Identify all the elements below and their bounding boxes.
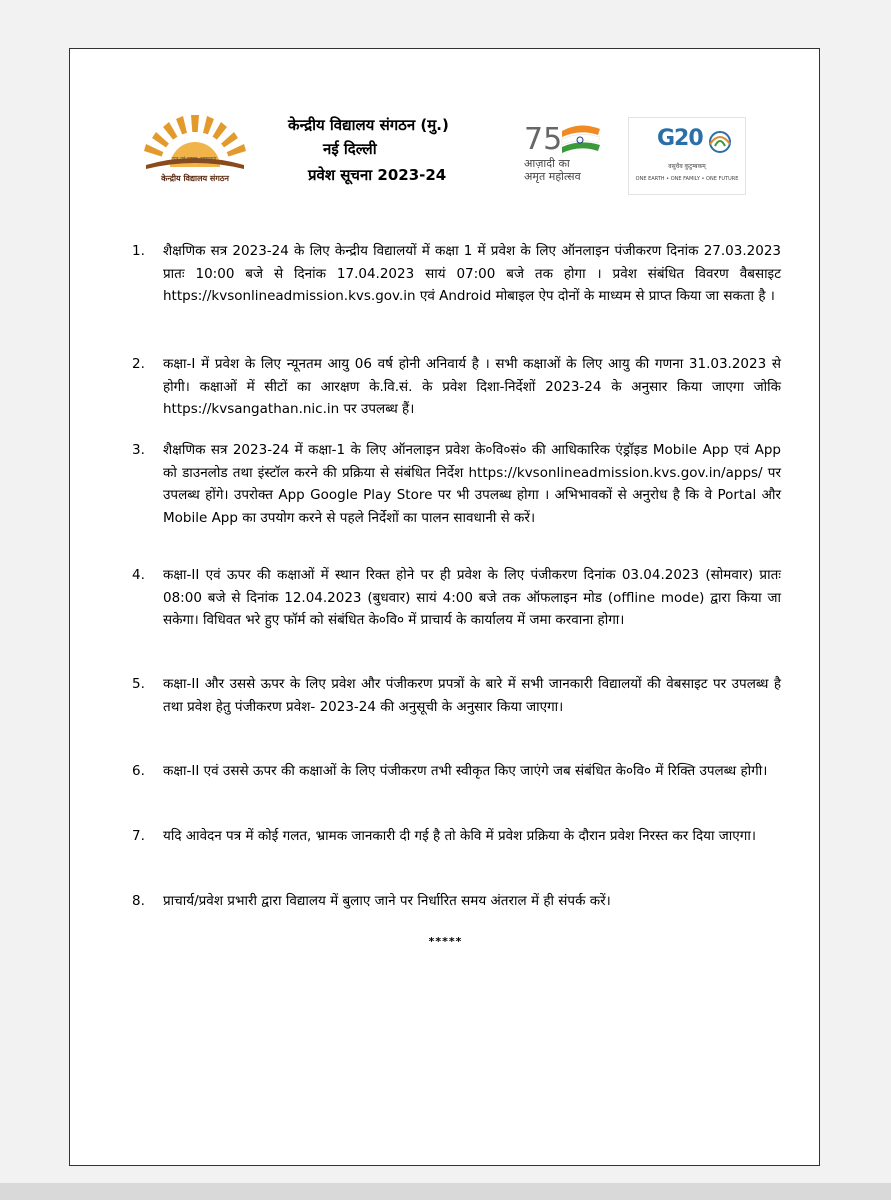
item-text: यदि आवेदन पत्र में कोई गलत, भ्रामक जानकारी दी गई है तो केवि में प्रवेश प्रक्रिया के दौरान प्रवेश निरस्त कर दिया जाएगा। — [163, 828, 756, 844]
notice-title: प्रवेश सूचना 2023-24 — [308, 166, 447, 184]
item-number: 2. — [132, 356, 145, 372]
notice-header — [70, 49, 819, 249]
kvs-logo — [136, 107, 254, 191]
azadi-line2: अमृत महोत्सव — [524, 170, 581, 183]
item-text: कक्षा-II और उससे ऊपर के लिए प्रवेश और पंजीकरण प्रपत्रों के बारे में सभी जानकारी विद्यालयों की वेबसाइट पर उपलब्ध है तथा प्रवेश हेतु पंजीकरण प्रवेश- 2023-24 की अनुसूची के अनुसार किया जाएगा। — [163, 676, 781, 715]
city-title: नई दिल्ली — [323, 140, 377, 158]
item-text: कक्षा-II एवं उससे ऊपर की कक्षाओं के लिए पंजीकरण तभी स्वीकृत किए जाएंगे जब संबंधित के०वि० में रिक्ति उपलब्ध होगी। — [163, 763, 768, 779]
item-text: कक्षा-I में प्रवेश के लिए न्यूनतम आयु 06 वर्ष होनी अनिवार्य है । सभी कक्षाओं के लिए आयु की गणना 31.03.2023 से होगी। कक्षाओं में सीटों का आरक्षण के.वि.सं. के प्रवेश दिशा-निर्देशों 2023-24 के अनुसार किया जाएगा जोकि https://kvsangathan.nic.in पर उपलब्ध हैं। — [163, 356, 781, 418]
g20-logo — [628, 117, 746, 195]
g20-label: G20 — [657, 126, 703, 151]
lotus-globe-icon — [705, 126, 735, 156]
item-text: कक्षा-II एवं ऊपर की कक्षाओं में स्थान रिक्त होने पर ही प्रवेश के लिए पंजीकरण दिनांक 03.04.2023 (सोमवार) प्रातः 08:00 बजे से दिनांक 12.04.2023 (बुधवार) सायं 4:00 बजे तक ऑफलाइन मोड (offline mode) द्वारा किया जा सकेगा। विधिवत भरे हुए फॉर्म को संबंधित के०वि० में प्राचार्य के कार्यालय में जमा करवाना होगा। — [163, 567, 781, 629]
g20-tagline-english: ONE EARTH • ONE FAMILY • ONE FUTURE — [635, 176, 739, 182]
kvs-name: केन्द्रीय विद्यालय संगठन — [161, 174, 229, 183]
item-number: 3. — [132, 442, 145, 458]
org-title: केन्द्रीय विद्यालय संगठन (मु.) — [288, 116, 449, 134]
item-text: प्राचार्य/प्रवेश प्रभारी द्वारा विद्यालय में बुलाए जाने पर निर्धारित समय अंतराल में ही संपर्क करें। — [163, 893, 611, 909]
item-number: 8. — [132, 893, 145, 909]
azadi-line1: आज़ादी का — [524, 157, 570, 170]
tricolor-75-icon — [518, 117, 618, 157]
item-number: 1. — [132, 243, 145, 259]
azadi-number: 75 — [524, 122, 563, 157]
item-number: 6. — [132, 763, 145, 779]
item-text: शैक्षणिक सत्र 2023-24 में कक्षा-1 के लिए ऑनलाइन प्रवेश के०वि०सं० की आधिकारिक एंड्रॉइड Mobile App एवं App को डाउनलोड तथा इंस्टॉल करने की प्रक्रिया से संबंधित निर्देश https://kvsonlineadmission.kvs.gov.in/apps/ पर उपलब्ध होंगे। उपरोक्त App Google Play Store पर भी उपलब्ध होगा । अभिभावकों से अनुरोध है कि वे Portal और Mobile App का उपयोग करने से पहले निर्देशों का पालन सावधानी से करें। — [163, 442, 781, 527]
item-number: 7. — [132, 828, 145, 844]
azadi-text — [518, 157, 624, 183]
kvs-tagline: तत् त्वं पूषन् अपावृणु — [171, 156, 217, 163]
end-marker: ***** — [428, 935, 463, 948]
notice-page — [69, 48, 820, 1166]
item-number: 4. — [132, 567, 145, 583]
viewer-bottom-strip — [0, 1183, 891, 1200]
item-number: 5. — [132, 676, 145, 692]
azadi-ka-amrit-mahotsav-logo — [518, 117, 618, 197]
item-text: शैक्षणिक सत्र 2023-24 के लिए केन्द्रीय विद्यालयों में कक्षा 1 में प्रवेश के लिए ऑनलाइन पंजीकरण दिनांक 27.03.2023 प्रातः 10:00 बजे से दिनांक 17.04.2023 सायं 07:00 बजे तक होगा । प्रवेश संबंधित विवरण वैबसाइट https://kvsonlineadmission.kvs.gov.in एवं Android मोबाइल ऐप दोनों के माध्यम से प्राप्त किया जा सकता है । — [163, 243, 781, 305]
g20-tagline-hindi: वसुधैव कुटुम्बकम् — [668, 163, 706, 170]
